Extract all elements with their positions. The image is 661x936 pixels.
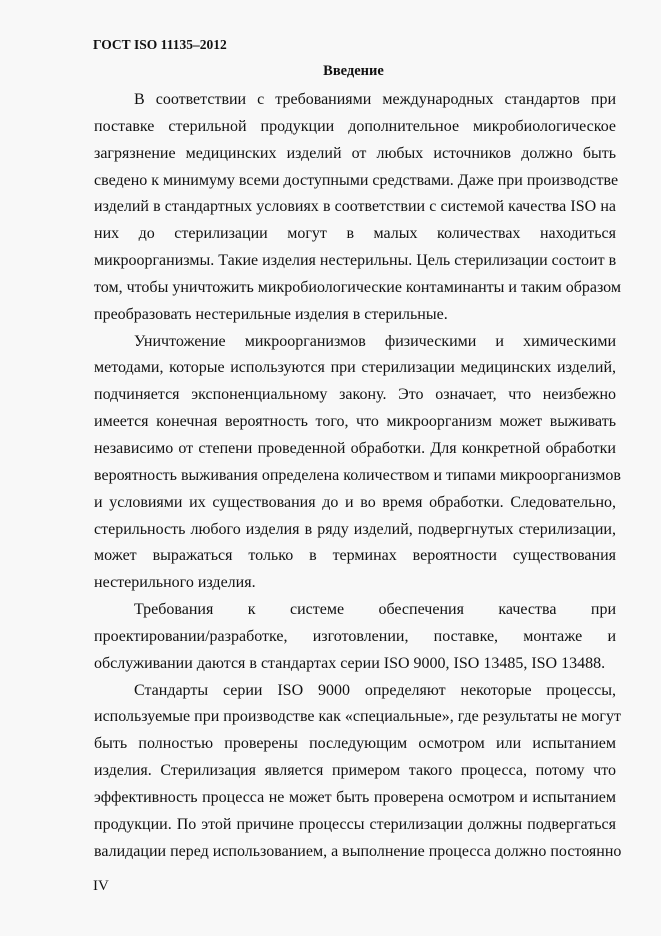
document-header: ГОСТ ISO 11135–2012 [93, 37, 227, 52]
text-line: вероятность выживания определена количеством и типами микроорганизмов [94, 466, 621, 484]
text-line: Требования к системе обеспечения качества при [134, 601, 616, 619]
text-line: обслуживании даются в стандартах серии ISO 9000, ISO 13485, ISO 13488. [94, 654, 606, 672]
text-line: и условиями их существования до и во время обработки. Следовательно, [94, 493, 616, 511]
text-line: преобразовать нестерильные изделия в стерильные. [94, 305, 448, 323]
text-line: эффективность процесса не может быть проверена осмотром и испытанием [94, 788, 616, 806]
text-line: быть полностью проверены последующим осмотром или испытанием [94, 735, 616, 753]
text-line: нестерильного изделия. [94, 574, 256, 592]
text-line: Уничтожение микроорганизмов физическими и химическими [134, 332, 616, 350]
text-line: сведено к минимуму всеми доступными средствами. Даже при производстве [94, 171, 619, 189]
text-line: изделий в стандартных условиях в соответствии с системой качества ISO на [94, 198, 616, 216]
text-line: поставке стерильной продукции дополнительное микробиологическое [94, 117, 616, 135]
text-line: продукции. По этой причине процессы стерилизации должны подвергаться [94, 815, 616, 833]
page-number: IV [93, 878, 109, 894]
text-line: В соответствии с требованиями международных стандартов при [134, 91, 616, 108]
text-line: том, чтобы уничтожить микробиологические контаминанты и таким образом [94, 278, 621, 296]
text-line: загрязнение медицинских изделий от любых источников должно быть [94, 144, 616, 162]
text-line: подчиняется экспоненциальному закону. Это означает, что неизбежно [94, 386, 616, 404]
text-line: стерильность любого изделия в ряду изделий, подвергнутых стерилизации, [94, 520, 616, 538]
text-line: валидации перед использованием, а выполнение процесса должно постоянно [94, 842, 622, 860]
text-line: может выражаться только в терминах вероятности существования [94, 547, 616, 565]
document-body [94, 87, 622, 865]
text-line: имеется конечная вероятность того, что микроорганизм может выживать [94, 413, 616, 431]
text-line: изделия. Стерилизация является примером такого процесса, потому что [94, 762, 616, 780]
paragraph [94, 678, 622, 866]
text-line: микроорганизмы. Такие изделия нестерильны. Цель стерилизации состоит в [94, 252, 617, 270]
paragraph [94, 329, 621, 597]
text-line: них до стерилизации могут в малых количествах находиться [94, 225, 616, 243]
section-title: Введение [323, 63, 384, 79]
text-line: независимо от степени проведенной обработки. Для конкретной обработки [94, 439, 616, 457]
text-line: проектировании/разработке, изготовлении, поставке, монтаже и [94, 627, 616, 645]
paragraph [94, 87, 621, 329]
text-line: Стандарты серии ISO 9000 определяют некоторые процессы, [134, 681, 616, 699]
text-line: используемые при производстве как «специальные», где результаты не могут [94, 708, 621, 726]
paragraph [94, 597, 616, 678]
text-line: методами, которые используются при стерилизации медицинских изделий, [94, 359, 616, 377]
